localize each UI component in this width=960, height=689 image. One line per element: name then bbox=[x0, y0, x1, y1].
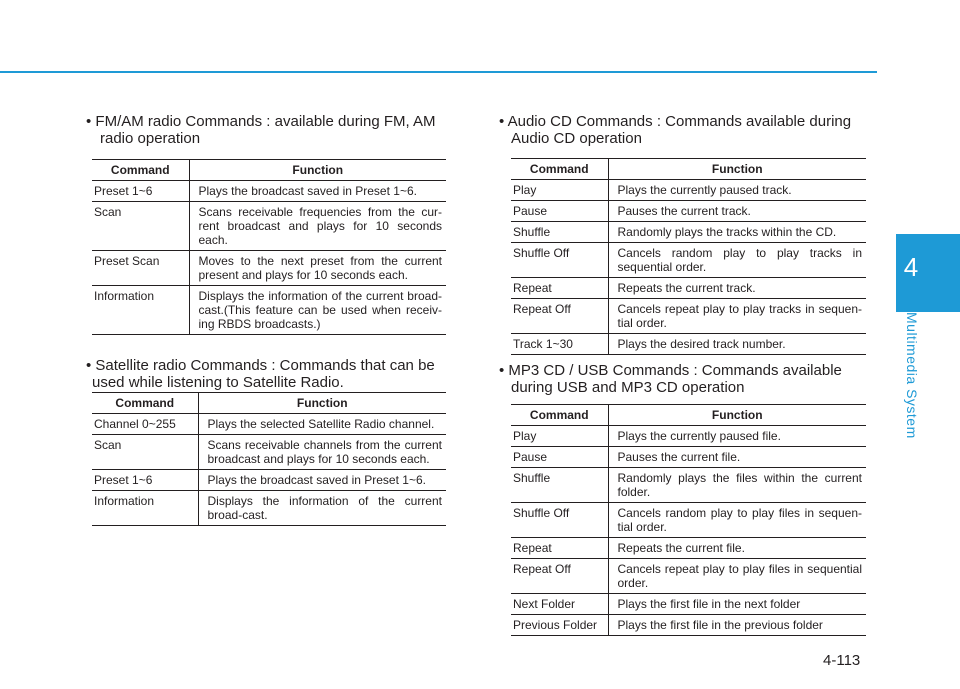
table-row bbox=[511, 222, 866, 243]
command-cell: Shuffle bbox=[511, 468, 608, 503]
table-row bbox=[511, 594, 866, 615]
table-row bbox=[511, 447, 866, 468]
column-header-function: Function bbox=[189, 160, 446, 181]
column-header-command: Command bbox=[92, 160, 189, 181]
function-cell: Repeats the current file. bbox=[608, 538, 866, 559]
function-cell: Randomly plays the tracks within the CD. bbox=[608, 222, 866, 243]
audio-cd-heading-line2: Audio CD operation bbox=[511, 130, 642, 147]
function-cell: Plays the selected Satellite Radio channel. bbox=[198, 414, 446, 435]
function-cell: Plays the desired track number. bbox=[608, 334, 866, 355]
column-header-command: Command bbox=[511, 405, 608, 426]
satellite-heading bbox=[86, 357, 459, 391]
function-cell: Plays the broadcast saved in Preset 1~6. bbox=[189, 181, 446, 202]
function-cell: Cancels random play to play tracks in sequential order. bbox=[608, 243, 866, 278]
command-cell: Scan bbox=[92, 435, 198, 470]
table-row bbox=[511, 278, 866, 299]
command-cell: Play bbox=[511, 180, 608, 201]
mp3-usb-heading bbox=[499, 362, 877, 396]
table-row bbox=[511, 243, 866, 278]
command-cell: Previous Folder bbox=[511, 615, 608, 636]
satellite-commands-table bbox=[92, 392, 446, 526]
function-cell: Plays the currently paused file. bbox=[608, 426, 866, 447]
command-cell: Track 1~30 bbox=[511, 334, 608, 355]
command-cell: Channel 0~255 bbox=[92, 414, 198, 435]
function-cell: Moves to the next preset from the current present and plays for 10 seconds each. bbox=[189, 251, 446, 286]
function-cell: Scans receivable channels from the current broadcast and plays for 10 seconds each. bbox=[198, 435, 446, 470]
command-cell: Preset 1~6 bbox=[92, 470, 198, 491]
column-header-command: Command bbox=[92, 393, 198, 414]
chapter-number: 4 bbox=[903, 252, 919, 282]
command-cell: Repeat bbox=[511, 278, 608, 299]
table-row bbox=[92, 181, 446, 202]
audio-cd-heading-line1: • Audio CD Commands : Commands available during bbox=[499, 113, 852, 130]
table-row bbox=[511, 538, 866, 559]
column-header-function: Function bbox=[198, 393, 446, 414]
command-cell: Pause bbox=[511, 201, 608, 222]
function-cell: Displays the information of the current broad-cast. bbox=[198, 491, 446, 526]
mp3-usb-heading-line1: • MP3 CD / USB Commands : Commands available bbox=[499, 362, 842, 379]
audio-cd-commands-table bbox=[511, 158, 866, 355]
chapter-tab bbox=[896, 234, 960, 312]
function-cell: Randomly plays the files within the current folder. bbox=[608, 468, 866, 503]
table-row bbox=[511, 334, 866, 355]
table-row bbox=[511, 180, 866, 201]
chapter-title: Multimedia System bbox=[904, 312, 920, 439]
satellite-heading-line1: • Satellite radio Commands : Commands that can be bbox=[86, 357, 435, 374]
table-row bbox=[92, 435, 446, 470]
page-number: 4-113 bbox=[823, 652, 861, 669]
function-cell: Cancels repeat play to play files in sequential order. bbox=[608, 559, 866, 594]
function-cell: Plays the first file in the next folder bbox=[608, 594, 866, 615]
column-header-function: Function bbox=[608, 159, 866, 180]
mp3-usb-heading-line2: during USB and MP3 CD operation bbox=[511, 379, 745, 396]
function-cell: Displays the information of the current broad-cast.(This feature can be used when receiv-ing RBDS broadcasts.) bbox=[189, 286, 446, 335]
function-cell: Cancels random play to play files in sequen-tial order. bbox=[608, 503, 866, 538]
table-row bbox=[92, 414, 446, 435]
fm-am-commands-table bbox=[92, 159, 446, 335]
function-cell: Repeats the current track. bbox=[608, 278, 866, 299]
satellite-rows bbox=[92, 414, 446, 526]
table-row bbox=[511, 615, 866, 636]
function-cell: Pauses the current track. bbox=[608, 201, 866, 222]
table-row bbox=[92, 470, 446, 491]
function-cell: Scans receivable frequencies from the cur-rent broadcast and plays for 10 seconds each. bbox=[189, 202, 446, 251]
table-row bbox=[92, 286, 446, 335]
command-cell: Preset Scan bbox=[92, 251, 189, 286]
command-cell: Pause bbox=[511, 447, 608, 468]
table-row bbox=[511, 201, 866, 222]
audio-cd-rows bbox=[511, 180, 866, 355]
header-rule bbox=[0, 71, 877, 73]
command-cell: Next Folder bbox=[511, 594, 608, 615]
table-row bbox=[511, 426, 866, 447]
table-row bbox=[92, 202, 446, 251]
function-cell: Plays the first file in the previous folder bbox=[608, 615, 866, 636]
command-cell: Information bbox=[92, 286, 189, 335]
command-cell: Preset 1~6 bbox=[92, 181, 189, 202]
fm-am-heading bbox=[86, 113, 459, 147]
command-cell: Repeat Off bbox=[511, 559, 608, 594]
fm-am-heading-line1: • FM/AM radio Commands : available during FM, AM bbox=[86, 113, 436, 130]
satellite-heading-line2: used while listening to Satellite Radio. bbox=[92, 374, 344, 391]
audio-cd-heading bbox=[499, 113, 877, 147]
table-row bbox=[92, 251, 446, 286]
mp3-usb-commands-table bbox=[511, 404, 866, 636]
mp3-usb-rows bbox=[511, 426, 866, 636]
function-cell: Plays the broadcast saved in Preset 1~6. bbox=[198, 470, 446, 491]
table-row bbox=[511, 468, 866, 503]
table-row bbox=[511, 559, 866, 594]
function-cell: Cancels repeat play to play tracks in sequen-tial order. bbox=[608, 299, 866, 334]
command-cell: Information bbox=[92, 491, 198, 526]
table-row bbox=[511, 503, 866, 538]
column-header-command: Command bbox=[511, 159, 608, 180]
command-cell: Play bbox=[511, 426, 608, 447]
fm-am-heading-line2: radio operation bbox=[100, 130, 201, 147]
table-row bbox=[511, 299, 866, 334]
command-cell: Shuffle Off bbox=[511, 503, 608, 538]
column-header-function: Function bbox=[608, 405, 866, 426]
function-cell: Pauses the current file. bbox=[608, 447, 866, 468]
command-cell: Repeat Off bbox=[511, 299, 608, 334]
command-cell: Shuffle bbox=[511, 222, 608, 243]
command-cell: Repeat bbox=[511, 538, 608, 559]
command-cell: Shuffle Off bbox=[511, 243, 608, 278]
fm-am-rows bbox=[92, 181, 446, 335]
command-cell: Scan bbox=[92, 202, 189, 251]
function-cell: Plays the currently paused track. bbox=[608, 180, 866, 201]
table-row bbox=[92, 491, 446, 526]
